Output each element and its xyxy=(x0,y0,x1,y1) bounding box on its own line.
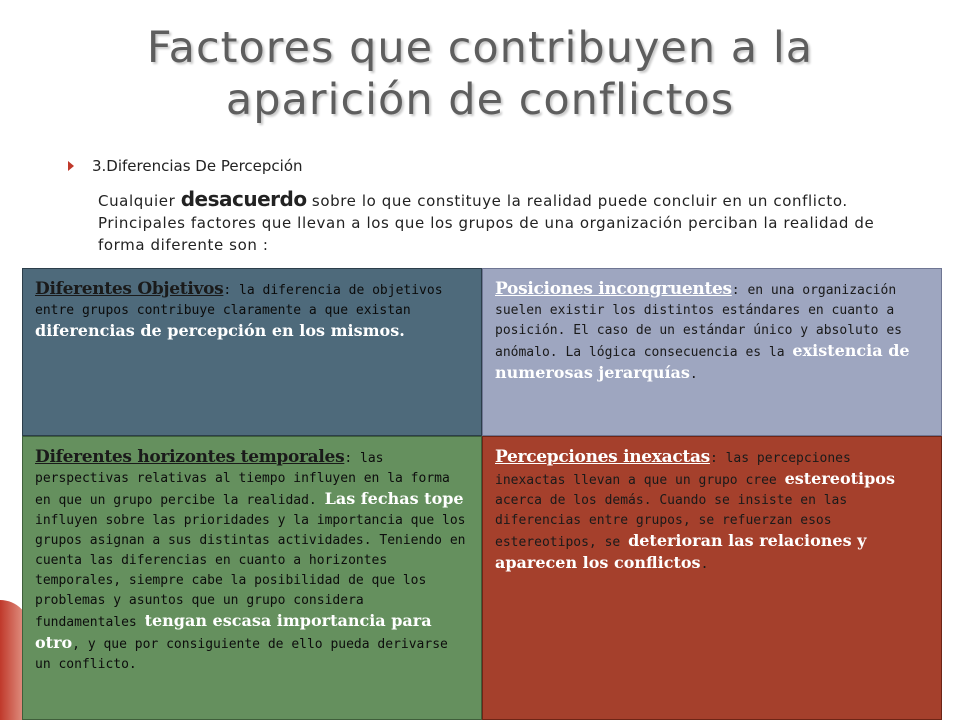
intro-paragraph xyxy=(98,188,898,256)
title-line-2: aparición de conflictos xyxy=(225,75,735,125)
cell-diferentes-objetivos xyxy=(22,268,482,436)
cell-text-3: . xyxy=(700,557,709,572)
cell-heading: Posiciones incongruentes xyxy=(495,279,732,299)
bullet-item xyxy=(68,157,303,175)
bullet-arrow-icon xyxy=(68,161,74,171)
cell-heading: Diferentes Objetivos xyxy=(35,279,224,299)
cell-percepciones-inexactas xyxy=(482,436,942,720)
cell-heading: Diferentes horizontes temporales xyxy=(35,447,345,467)
cell-text: : la diferencia de objetivos entre grupos contribuye claramente a que existan xyxy=(35,283,443,318)
cell-text: : en una organización suelen existir los distintos estándares en cuanto a posición. El caso de un estándar único y absoluto es anómalo. La lógica consecuencia es la xyxy=(495,283,902,360)
cell-text-2: influyen sobre las prioridades y la importancia que los grupos asignan a sus distintas actividades. Teniendo en cuenta las diferencias en cuanto a horizontes temporales, siempre cabe la posibilidad de que los problemas y asuntos que un grupo considera fundamentales xyxy=(35,513,466,630)
intro-part-1: Cualquier xyxy=(98,192,181,210)
cell-highlight: diferencias de percepción en los mismos. xyxy=(35,321,405,340)
cell-text: : las percepciones inexactas llevan a que un grupo cree xyxy=(495,451,851,488)
factors-table xyxy=(22,268,942,720)
slide-title xyxy=(60,22,900,126)
title-line-1: Factores que contribuyen a la xyxy=(146,23,814,73)
cell-text-end: . xyxy=(689,367,698,382)
cell-horizontes-temporales xyxy=(22,436,482,720)
cell-heading: Percepciones inexactas xyxy=(495,447,710,467)
cell-text-2: acerca de los demás. Cuando se insiste en las diferencias entre grupos, se refuerzan esos estereotipos, se xyxy=(495,493,848,550)
cell-text: : las perspectivas relativas al tiempo influyen en la forma en que un grupo percibe la realidad. xyxy=(35,451,450,508)
cell-highlight-2: deterioran las relaciones y aparecen los conflictos xyxy=(495,531,867,572)
intro-part-2: sobre lo que constituye la realidad puede concluir en un conflicto. Principales factores que llevan a los que los grupos de una organización perciban la realidad de forma diferente son : xyxy=(98,192,875,254)
cell-highlight-1: estereotipos xyxy=(784,469,895,488)
cell-posiciones-incongruentes xyxy=(482,268,942,436)
bullet-text: 3.Diferencias De Percepción xyxy=(92,157,303,175)
cell-highlight-1: Las fechas tope xyxy=(324,489,464,508)
cell-highlight: existencia de numerosas jerarquías xyxy=(495,341,910,382)
intro-emphasis: desacuerdo xyxy=(180,187,307,211)
cell-highlight-2: tengan escasa importancia para otro xyxy=(35,611,432,652)
cell-text-3: , y que por consiguiente de ello pueda derivarse un conflicto. xyxy=(35,637,448,672)
